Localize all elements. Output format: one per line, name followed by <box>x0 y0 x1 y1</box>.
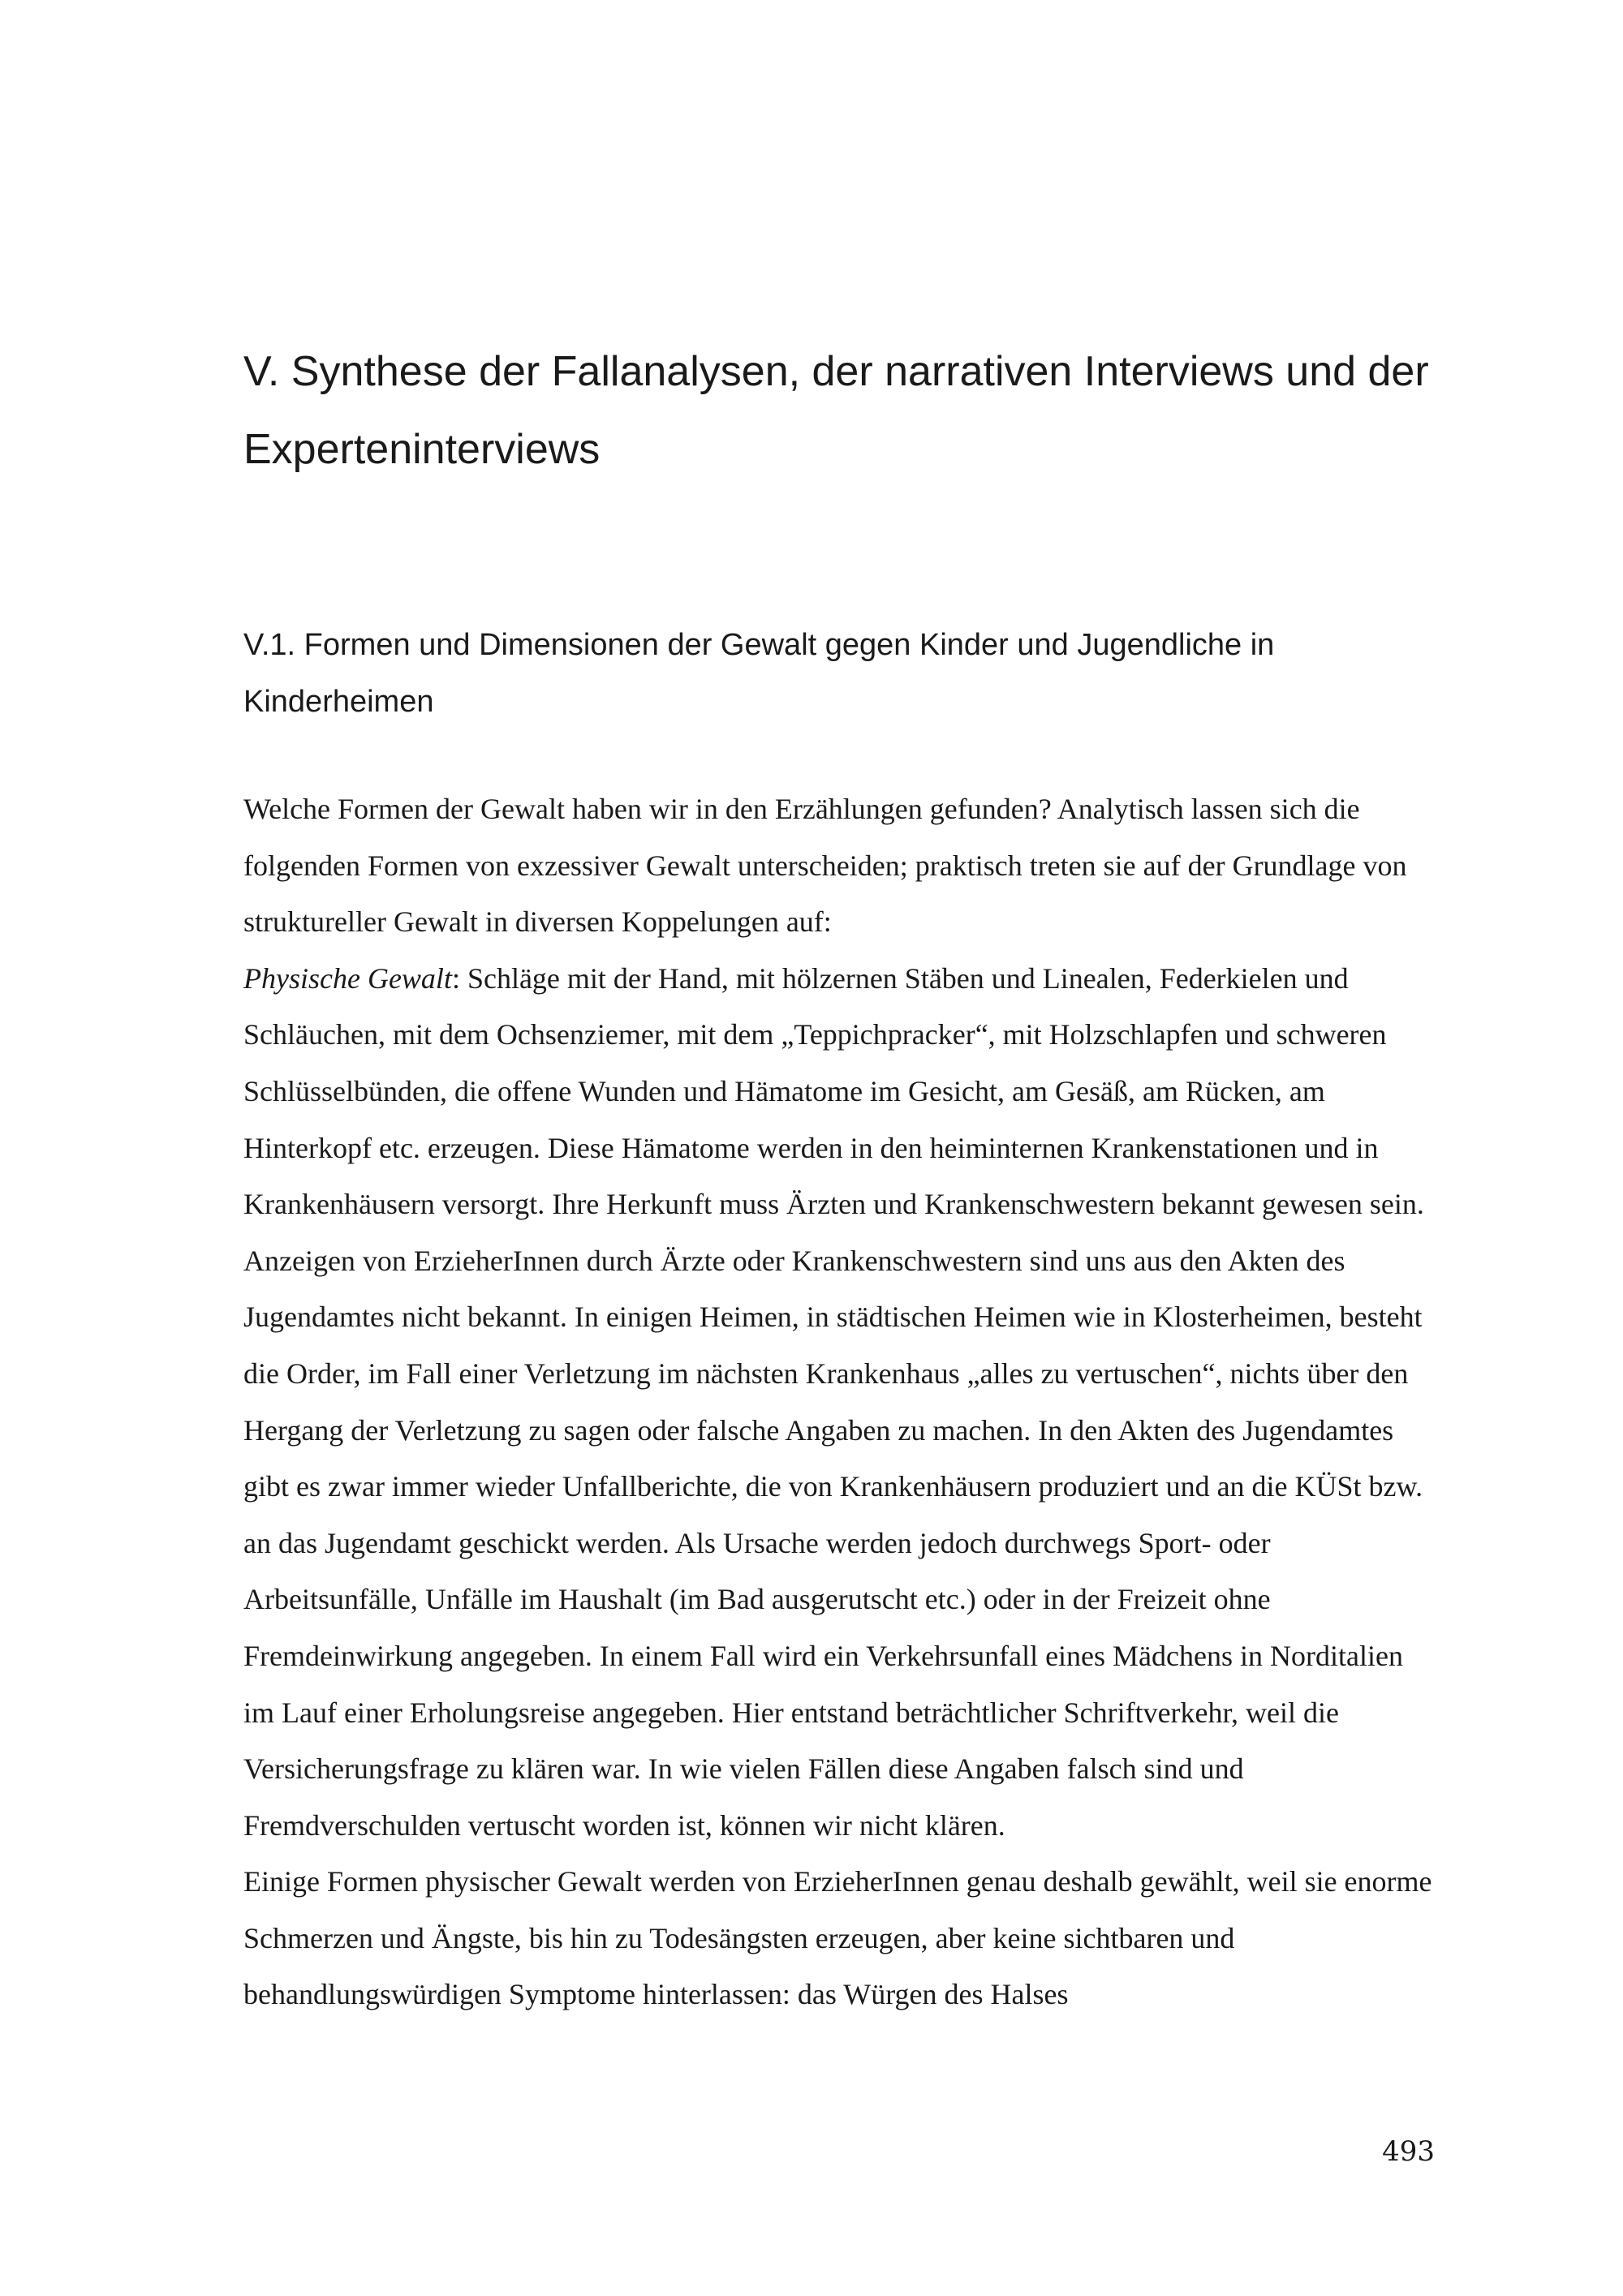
paragraph-continuation: Einige Formen physischer Gewalt werden von ErzieherInnen genau deshalb gewählt, weil sie enorme Schmerzen und Ängste, bis hin zu Todesängsten erzeugen, aber keine sichtbaren und behandlungswürdigen Symptome hinterlassen: das Würgen des Halses <box>243 1865 1432 2011</box>
body-text <box>243 781 1440 2023</box>
section-title: V.1. Formen und Dimensionen der Gewalt gegen Kinder und Jugendliche in Kinderheimen <box>243 628 1275 719</box>
paragraph-physical-violence-text: : Schläge mit der Hand, mit hölzernen Stäben und Linealen, Federkielen und Schläuchen, mit dem Ochsenziemer, mit dem „Teppichpracker“, mit Holzschlapfen und schweren Schlüsselbünden, die offene Wunden und Hämatome im Gesicht, am Gesäß, am Rücken, am Hinterkopf etc. erzeugen. Diese Hämatome werden in den heiminternen Krankenstationen und in Krankenhäusern versorgt. Ihre Herkunft muss Ärzten und Krankenschwestern bekannt gewesen sein. Anzeigen von ErzieherInnen durch Ärzte oder Krankenschwestern sind uns aus den Akten des Jugendamtes nicht bekannt. In einigen Heimen, in städtischen Heimen wie in Klosterheimen, besteht die Order, im Fall einer Verletzung im nächsten Krankenhaus „alles zu vertuschen“, nichts über den Hergang der Verletzung zu sagen oder falsche Angaben zu machen. In den Akten des Jugendamtes gibt es zwar immer wieder Unfallberichte, die von Krankenhäusern produziert und an die KÜSt bzw. an das Jugendamt geschickt werden. Als Ursache werden jedoch durchwegs Sport- oder Arbeitsunfälle, Unfälle im Haushalt (im Bad ausgerutscht etc.) oder in der Freizeit ohne Fremdeinwirkung angegeben. In einem Fall wird ein Verkehrsunfall eines Mädchens in Norditalien im Lauf einer Erholungsreise angegeben. Hier entstand beträchtlicher Schriftverkehr, weil die Versicherungsfrage zu klären war. In wie vielen Fällen diese Angaben falsch sind und Fremdverschulden vertuscht worden ist, können wir nicht klären. <box>243 961 1424 1842</box>
paragraph-physical-violence <box>243 951 1440 1855</box>
term-physical-violence: Physische Gewalt <box>243 961 452 995</box>
chapter-title: V. Synthese der Fallanalysen, der narrativen Interviews und der Experteninterviews <box>243 348 1429 473</box>
page-number: 493 <box>1382 2135 1435 2168</box>
paragraph-intro: Welche Formen der Gewalt haben wir in den Erzählungen gefunden? Analytisch lassen sich die folgenden Formen von exzessiver Gewalt unterscheiden; praktisch treten sie auf der Grundlage von struktureller Gewalt in diversen Koppelungen auf: <box>243 793 1407 939</box>
